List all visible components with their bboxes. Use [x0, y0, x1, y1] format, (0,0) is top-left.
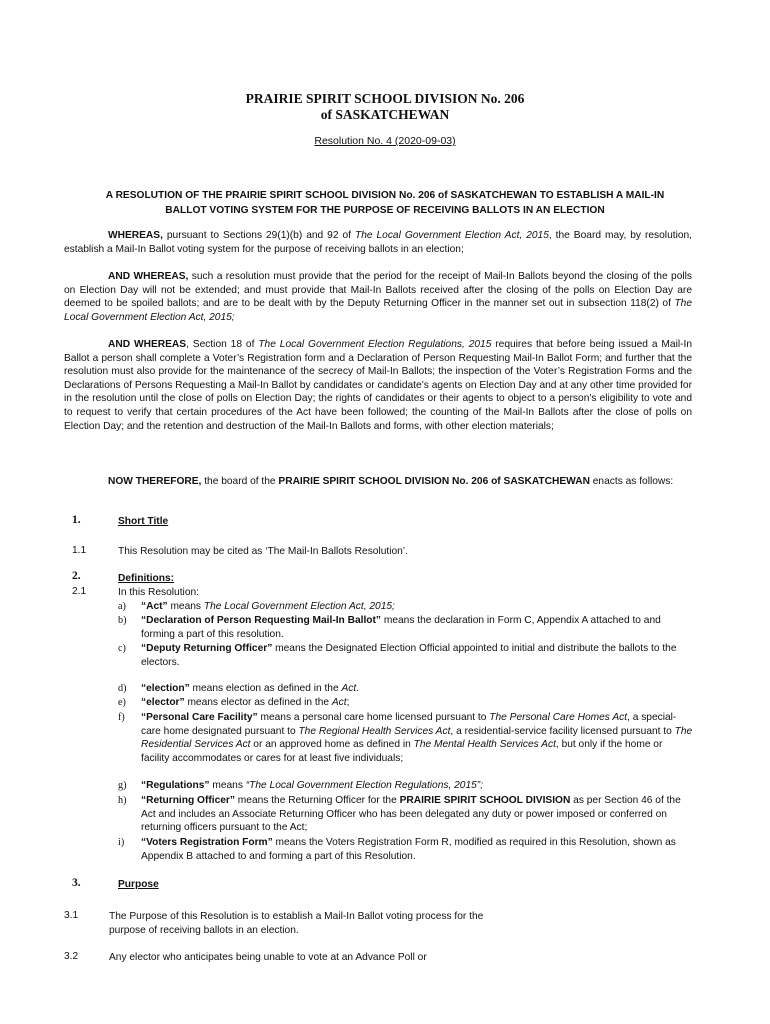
act-reference: The Personal Care Homes Act: [489, 712, 628, 723]
definition-item: [118, 836, 693, 863]
act-reference: The Mental Health Services Act: [413, 739, 556, 751]
definition-term: “elector”: [141, 697, 185, 708]
subsection-text: In this Resolution:: [118, 587, 199, 598]
definition-text: or an approved home as defined in: [250, 739, 414, 751]
regulations-reference: The Local Government Election Regulations, 2015: [258, 339, 492, 350]
regulations-reference: “The Local Government Election Regulations, 2015”;: [245, 780, 484, 791]
recital-text: the board of the: [201, 476, 279, 487]
section-number: 3.: [72, 877, 81, 889]
recital-whereas-2: [64, 270, 692, 324]
definition-item: [118, 600, 693, 614]
division-reference: PRAIRIE SPIRIT SCHOOL DIVISION No. 206 of SASKATCHEWAN: [278, 476, 590, 487]
division-reference: PRAIRIE SPIRIT SCHOOL DIVISION: [399, 795, 571, 806]
subsection-number: 3.1: [64, 910, 79, 921]
division-name: PRAIRIE SPIRIT SCHOOL DIVISION No. 206: [245, 91, 525, 106]
definition-term: “Returning Officer”: [141, 795, 235, 806]
definition-text: means a personal care home licensed pursuant to: [257, 712, 490, 723]
definition-text: , a special-care home designated pursuant to: [141, 712, 677, 737]
act-reference: Act: [341, 683, 357, 694]
definition-item: [118, 642, 693, 669]
section-number: 2.: [72, 570, 81, 582]
definition-label: g): [118, 780, 127, 791]
section-heading-short-title: Short Title: [118, 516, 169, 527]
definition-text: means the Returning Officer for the: [234, 795, 400, 806]
recital-now-therefore: [64, 475, 692, 489]
recital-text: such a resolution must provide that the period for the receipt of Mail-In Ballots beyond the closing of the polls on Election Day will not be extended; and must provide that Mail-In Ballots received after the closing of the polls on Election Day are deemed to be spoiled ballots; and are to be dealt with by the Deputy Returning Officer in the manner set out in subsection 118(2) of: [64, 271, 692, 310]
recital-text: , the Board may, by resolution, establish a Mail-In Ballot voting system for the purpose of receiving ballots in an election;: [64, 230, 692, 255]
definition-term: “election”: [141, 683, 190, 694]
definition-text: means the declaration in Form C, Appendix A attached to and forming a part of this resolution.: [141, 615, 661, 640]
definition-label: a): [118, 601, 126, 612]
recital-lead: WHEREAS,: [108, 230, 163, 241]
definition-item: [118, 682, 693, 696]
recital-whereas-1: [64, 229, 692, 256]
resolution-number: Resolution No. 4 (2020-09-03): [314, 135, 456, 147]
definition-text: means the Voters Registration Form R, modified as required in this Resolution, shown as Appendix B attached to and forming a part of this Resolution.: [141, 837, 676, 862]
definition-text: , but only if the home or facility accommodates or cares for at least five individuals;: [141, 739, 663, 764]
definition-item: [118, 794, 693, 835]
act-reference: Act: [331, 697, 347, 708]
definition-label: b): [118, 615, 127, 626]
definition-text: means the Designated Election Official appointed to initial and distribute the ballots to the electors.: [141, 643, 677, 668]
definition-term: “Personal Care Facility”: [141, 712, 258, 723]
definition-text: .: [356, 683, 360, 694]
subsection-number: 2.1: [72, 586, 87, 597]
definition-term: “Declaration of Person Requesting Mail-In Ballot”: [141, 615, 382, 626]
definition-term: “Voters Registration Form”: [141, 837, 273, 848]
definition-item: [118, 614, 693, 641]
subsection-text: This Resolution may be cited as ‘The Mail-In Ballots Resolution’.: [118, 546, 408, 557]
definition-term: “Act”: [141, 601, 168, 612]
definition-text: , a residential-service facility licensed pursuant to: [450, 725, 675, 737]
act-reference: The Residential Services Act: [141, 725, 693, 751]
act-reference: The Local Government Election Act, 2015;: [203, 601, 395, 612]
recital-text: requires that before being issued a Mail-In Ballot a person shall complete a Voter’s Registration form and a Declaration of Person Requesting Mail-In Ballot Form; and further that the resolution must also provide for the maintenance of the secrecy of Mail-In Ballots; the inspection of the Voter’s Registration Forms and the Declarations of Persons Requesting a Mail-In Ballot by candidates or candidate’s agents on Election Day and at any other time provided for in the resolution until the close of polls on Election Day; the rights of candidates or their agents to object to a person’s eligibility to vote and to request to verify that certain procedures of the Act have been followed; the counting of the Mail-In Ballots after the close of polls on Election Day; and the retention and destruction of the Mail-In Ballots and forms, with other election materials;: [64, 339, 692, 432]
subsection-text: [109, 910, 669, 937]
definition-label: f): [118, 712, 125, 723]
definition-label: h): [118, 795, 127, 806]
subsection-text-line: purpose of receiving ballots in an election.: [109, 924, 299, 936]
definition-text: means: [209, 780, 246, 791]
section-number: 1.: [72, 514, 81, 526]
section-heading-purpose: Purpose: [118, 879, 159, 890]
definition-term: “Deputy Returning Officer”: [141, 643, 273, 654]
recital-text: pursuant to Sections 29(1)(b) and 92 of: [162, 230, 355, 241]
resolution-title: [60, 188, 710, 218]
definition-label: d): [118, 683, 127, 694]
definition-label: i): [118, 837, 125, 848]
recital-lead: AND WHEREAS,: [108, 271, 189, 282]
act-reference: The Regional Health Services Act: [298, 725, 451, 737]
act-reference: The Local Government Election Act, 2015: [354, 230, 549, 241]
definition-item: [118, 696, 693, 710]
recital-whereas-3: [64, 338, 692, 433]
definition-item: [118, 779, 693, 793]
definition-text: means election as defined in the: [189, 683, 342, 694]
definition-label: e): [118, 697, 126, 708]
definition-term: “Regulations”: [141, 780, 210, 791]
definition-label: c): [118, 643, 126, 654]
subsection-text: Any elector who anticipates being unable to vote at an Advance Poll or: [109, 952, 427, 963]
resolution-title-line-2: BALLOT VOTING SYSTEM FOR THE PURPOSE OF RECEIVING BALLOTS IN AN ELECTION: [165, 205, 605, 216]
definition-text: means: [167, 601, 204, 612]
definition-text: as per Section 46 of the Act and includes an Associate Returning Officer who has been delegated any duty or power imposed or conferred on returning officers pursuant to the Act;: [141, 795, 681, 834]
act-reference: The Local Government Election Act, 2015;: [64, 298, 692, 323]
province-name: of SASKATCHEWAN: [320, 107, 450, 122]
subsection-number: 1.1: [72, 545, 87, 556]
subsection-text-line: The Purpose of this Resolution is to establish a Mail-In Ballot voting process for the: [109, 911, 484, 922]
recital-text: enacts as follows:: [589, 476, 674, 487]
definition-text: means elector as defined in the: [184, 697, 332, 708]
definition-text: ;: [346, 697, 350, 708]
recital-lead: AND WHEREAS: [108, 339, 187, 350]
subsection-number: 3.2: [64, 951, 79, 962]
section-heading-definitions: Definitions:: [118, 573, 175, 584]
recital-text: , Section 18 of: [186, 339, 259, 350]
recital-lead: NOW THEREFORE,: [108, 476, 202, 487]
definition-item: [118, 711, 693, 765]
resolution-title-line-1: A RESOLUTION OF THE PRAIRIE SPIRIT SCHOOL DIVISION No. 206 of SASKATCHEWAN TO ESTABLISH A MAIL-IN: [105, 190, 665, 201]
